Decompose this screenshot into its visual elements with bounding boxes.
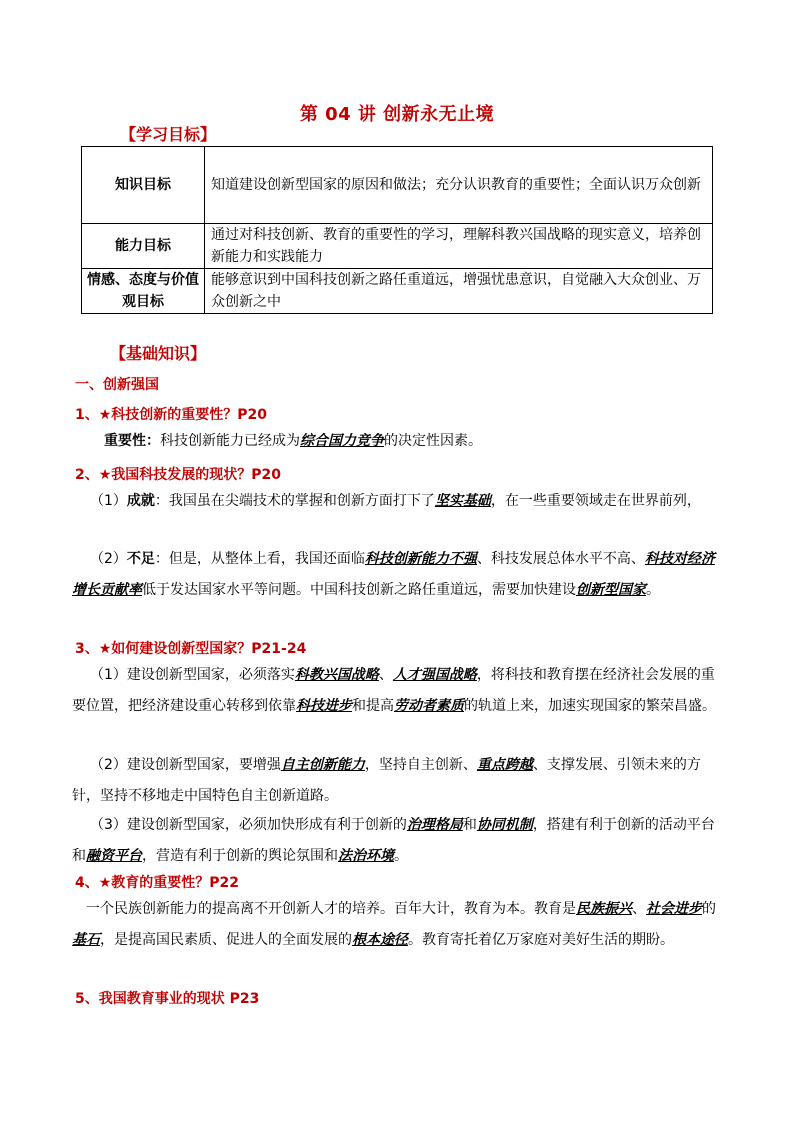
answer-text: ，搭建有利于创新的活动平台和 — [72, 817, 715, 864]
key-term: 重点跨越 — [476, 757, 533, 773]
objectives-heading: 【学习目标】 — [120, 125, 217, 144]
answer-text: 、科技发展总体水平不高、 — [476, 551, 645, 567]
objective-text: 能够意识到中国科技创新之路任重道远，增强忧患意识，自觉融入大众创业、万众创新之中 — [205, 269, 713, 314]
question-3-point-1 — [72, 660, 722, 722]
table-row — [82, 147, 713, 224]
question-2-point-2 — [72, 544, 722, 606]
answer-label: 重要性： — [104, 433, 160, 449]
answer-text: ，坚持自主创新、 — [364, 757, 477, 773]
key-term: 科技对经济增长贡献率 — [72, 551, 715, 598]
key-term: 科技进步 — [296, 698, 352, 714]
answer-text: 和 — [462, 817, 477, 833]
answer-text: 低于发达国家水平等问题。中国科技创新之路任重道远，需要加快建设 — [142, 582, 576, 598]
answer-text: 、 — [632, 901, 646, 917]
key-term: 融资平台 — [86, 848, 142, 864]
key-term: 劳动者素质 — [394, 698, 464, 714]
question-2-title: 2、★我国科技发展的现状？P20 — [75, 467, 282, 483]
question-2-point-1 — [72, 486, 722, 517]
key-term: 科教兴国战略 — [294, 667, 379, 683]
answer-text: （1）建设创新型国家，必须落实 — [90, 667, 295, 683]
key-term: 根本途径 — [352, 932, 408, 948]
table-row — [82, 224, 713, 269]
basics-heading: 【基础知识】 — [110, 344, 207, 363]
answer-text: ，是提高国民素质、促进人的全面发展的 — [100, 932, 352, 948]
answer-text: 的轨道上来，加速实现国家的繁荣昌盛。 — [464, 698, 716, 714]
objective-text: 通过对科技创新、教育的重要性的学习，理解科教兴国战略的现实意义，培养创新能力和实践能力 — [205, 224, 713, 269]
point-number: （1） — [90, 493, 127, 509]
answer-text: ：但是，从整体上看，我国还面临 — [154, 551, 365, 567]
objectives-table — [81, 146, 713, 314]
objective-text: 知道建设创新型国家的原因和做法；充分认识教育的重要性；全面认识万众创新 — [205, 147, 713, 224]
table-row — [82, 269, 713, 314]
part-heading: 一、创新强国 — [75, 377, 159, 393]
answer-text: 。 — [394, 848, 408, 864]
objective-label: 情感、态度与价值观目标 — [82, 269, 205, 314]
question-4-answer — [72, 894, 722, 956]
answer-text: 的 — [702, 901, 716, 917]
question-3-point-3 — [72, 810, 722, 872]
key-term: 法治环境 — [338, 848, 394, 864]
key-term: 综合国力竞争 — [300, 433, 384, 449]
key-term: 坚实基础 — [434, 493, 491, 509]
answer-text: 的决定性因素。 — [384, 433, 482, 449]
key-term: 创新型国家 — [576, 582, 646, 598]
key-term: 人才强国战略 — [392, 667, 477, 683]
answer-text: 和提高 — [352, 698, 394, 714]
key-term: 民族振兴 — [576, 901, 632, 917]
answer-text: 。 — [646, 582, 660, 598]
question-3-point-2 — [72, 750, 722, 812]
answer-text: 科技创新能力已经成为 — [160, 433, 300, 449]
question-1-answer — [104, 426, 724, 457]
key-term: 治理格局 — [406, 817, 463, 833]
answer-text: 一个民族创新能力的提高离不开创新人才的培养。百年大计，教育为本。教育是 — [86, 901, 576, 917]
question-3-title: 3、★如何建设创新型国家？P21-24 — [75, 641, 307, 657]
answer-text: （2）建设创新型国家，要增强 — [90, 757, 281, 773]
answer-text: （3）建设创新型国家，必须加快形成有利于创新的 — [90, 817, 407, 833]
answer-text: ，营造有利于创新的舆论氛围和 — [142, 848, 338, 864]
answer-label: 成就 — [126, 493, 155, 509]
key-term: 协同机制 — [476, 817, 533, 833]
answer-text: ：我国虽在尖端技术的掌握和创新方面打下了 — [154, 493, 435, 509]
question-5-title: 5、我国教育事业的现状 P23 — [75, 991, 260, 1007]
question-1-title: 1、★科技创新的重要性？P20 — [75, 407, 268, 423]
answer-text: 、 — [378, 667, 393, 683]
objective-label: 知识目标 — [82, 147, 205, 224]
page-title: 第 04 讲 创新永无止境 — [299, 104, 495, 125]
answer-text: ，在一些重要领域走在世界前列， — [490, 493, 701, 509]
key-term: 社会进步 — [646, 901, 702, 917]
key-term: 自主创新能力 — [280, 757, 365, 773]
answer-text: 、支撑发展、引领未来的方针，坚持不移地走中国特色自主创新道路。 — [72, 757, 701, 804]
answer-text: ，将科技和教育摆在经济社会发展的重要位置，把经济建设重心转移到依靠 — [72, 667, 715, 714]
objective-label: 能力目标 — [82, 224, 205, 269]
point-number: （2） — [90, 551, 127, 567]
key-term: 科技创新能力不强 — [364, 551, 477, 567]
key-term: 基石 — [72, 932, 100, 948]
answer-text: 。教育寄托着亿万家庭对美好生活的期盼。 — [408, 932, 674, 948]
answer-label: 不足 — [126, 551, 155, 567]
question-4-title: 4、★教育的重要性？P22 — [75, 875, 240, 891]
